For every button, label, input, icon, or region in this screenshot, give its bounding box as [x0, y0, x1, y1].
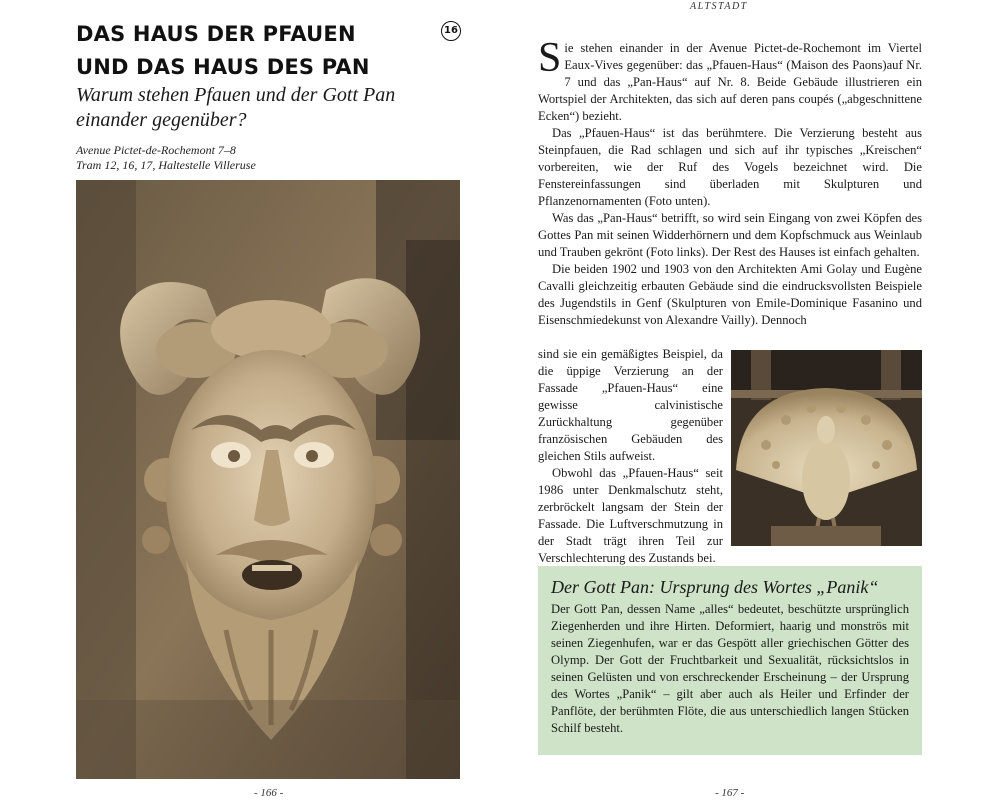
entry-number-badge: 16: [441, 21, 461, 41]
sidebar-box: [538, 566, 922, 755]
sidebar-box-title: Der Gott Pan: Ursprung des Wortes „Panik“: [551, 577, 879, 597]
peacock-sculpture-photo: [731, 350, 922, 546]
subtitle: Warum stehen Pfauen und der Gott Pan einander gegenüber?: [76, 84, 396, 131]
paragraph-4-continued: sind sie ein gemäßigtes Beispiel, da die üppige Verzierung an der Fassade „Pfauen-Haus“ eine gewisse calvinistische Zurückhaltung gegenüber französischen Gebäuden des gleichen Stils aufweist.: [538, 347, 723, 463]
pan-sculpture-photo: [76, 180, 460, 779]
drop-cap: S: [538, 35, 562, 81]
paragraph-1: [538, 35, 922, 125]
page-number-right: - 167 -: [715, 787, 745, 799]
paragraph-3: Was das „Pan-Haus“ betrifft, so wird sein Eingang von zwei Köpfen des Gottes Pan mit seinen Widderhörnern und dem Kopfschmuck aus Weinlaub und Trauben gekrönt (Foto links). Der Rest des Hauses ist einfach gehalten.: [538, 211, 922, 259]
sidebar-box-text: Der Gott Pan, dessen Name „alles“ bedeutet, beschützte ursprünglich Ziegenherden und ihre Hirten. Deformiert, haarig und monströs mit seinen Ziegenhufen, war er das Gespött aller griechischen Götter des Olymp. Der Gott der Fruchtbarkeit und Sexualität, rücksichtslos in seinen Gelüsten und von erschreckender Erscheinung – der Ursprung des Wortes „Panik“ – gilt aber auch als Heiler und Erfinder der Panflöte, der berühmten Flöte, die aus unterschiedlich langen Stücken Schilf besteht.: [551, 602, 909, 735]
paragraph-1-text: ie stehen einander in der Avenue Pictet-de-Rochemont im Viertel Eaux-Vives gegenüber: das „Pfauen-Haus“ (Maison des Paons)auf Nr. 7 und das „Pan-Haus“ auf Nr. 8. Beide Gebäude illustrieren ein Wortspiel der Architekten, das sich auf deren pans coupés („abgeschnittene Ecken“) bezieht.: [538, 41, 922, 123]
main-article-text: [538, 35, 922, 329]
title-line-1: DAS HAUS DER PFAUEN: [76, 22, 356, 46]
paragraph-2: Das „Pfauen-Haus“ ist das berühmtere. Die Verzierung besteht aus Steinpfauen, die Rad schlagen und sich auf ihr typisches „Kreischen“ vorbereiten, wie der Ruf des Vogels bezeichnet wird. Die Fenstereinfassungen sind überladen mit Skulpturen und Pflanzenornamenten (Foto unten).: [538, 126, 922, 208]
address-line: Avenue Pictet-de-Rochemont 7–8: [76, 143, 236, 157]
title-line-2: UND DAS HAUS DES PAN: [76, 55, 370, 79]
running-head: ALTSTADT: [690, 1, 748, 12]
paragraph-4: Die beiden 1902 und 1903 von den Architekten Ami Golay und Eugène Cavalli gleichzeitig erbauten Gebäude sind die eindrucksvollsten Beispiele des Jugendstils in Genf (Skulpturen von Emile-Dominique Fasanino und Eisenschmiedekunst von Alexandre Vailly). Dennoch: [538, 262, 922, 327]
page-title: [76, 18, 436, 84]
wrapped-text-column: [538, 346, 723, 567]
page-number-left: - 166 -: [254, 787, 284, 799]
transit-line: Tram 12, 16, 17, Haltestelle Villeruse: [76, 158, 256, 172]
paragraph-5: Obwohl das „Pfauen-Haus“ seit 1986 unter Denkmalschutz steht, zerbröckelt langsam der Stein der Fassade. Die Luftverschmutzung in der Stadt trägt ihren Teil zur Verschlechterung des Zustands bei.: [538, 466, 723, 565]
address-block: [76, 143, 256, 173]
